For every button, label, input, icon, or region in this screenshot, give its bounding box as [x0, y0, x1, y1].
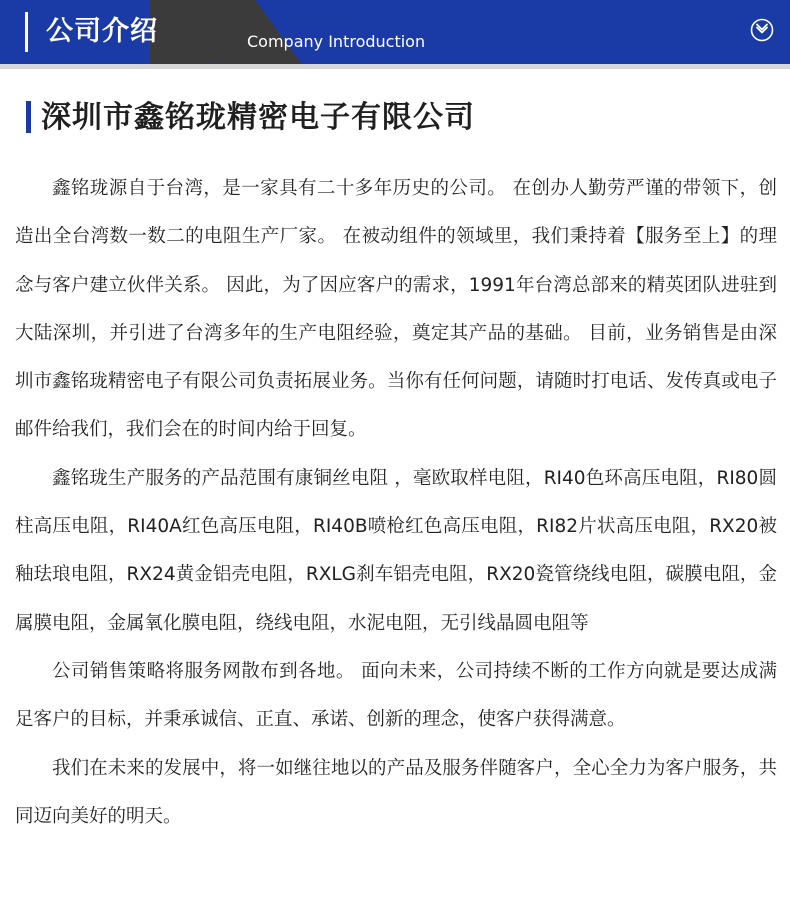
header-divider [0, 64, 790, 69]
intro-paragraph-products: 鑫铭珑生产服务的产品范围有康铜丝电阻 ，毫欧取样电阻，RI40色环高压电阻，RI80圆柱高压电阻，RI40A红色高压电阻，RI40B喷枪红色高压电阻，RI82片状高压电阻，RX20被釉珐琅电阻，RX24黄金铝壳电阻，RXLG刹车铝壳电阻，RX20瓷管绕线电阻，碳膜电阻，金属膜电阻，金属氧化膜电阻，绕线电阻，水泥电阻，无引线晶圆电阻等 [15, 467, 777, 634]
intro-paragraph-strategy: 公司销售策略将服务网散布到各地。 面向未来，公司持续不断的工作方向就是要达成满足客户的目标，并秉承诚信、正直、承诺、创新的理念，使客户获得满意。 [15, 660, 777, 731]
intro-paragraph-future: 我们在未来的发展中，将一如继往地以的产品及服务伴随客户，全心全力为客户服务，共同迈向美好的明天。 [15, 757, 777, 827]
chevron-down-circle-icon[interactable] [750, 18, 774, 42]
intro-paragraph-history: 鑫铭珑源自于台湾，是一家具有二十多年历史的公司。 在创办人勤劳严谨的带领下，创造出全台湾数一数二的电阻生产厂家。 在被动组件的领域里，我们秉持着【服务至上】的理念与客户建立伙伴关系。 因此，为了因应客户的需求，1991年台湾总部来的精英团队进驻到大陆深圳，并引进了台湾多年的生产电阻经验，奠定其产品的基础。 目前，业务销售是由深圳市鑫铭珑精密电子有限公司负责拓展业务。当你有任何问题，请随时打电话、发传真或电子邮件给我们，我们会在的时间内给于回复。 [15, 178, 777, 441]
section-subtitle: Company Introduction [247, 32, 426, 51]
intro-body [15, 165, 777, 841]
company-accent-bar [26, 101, 31, 133]
header-accent-bar [25, 12, 28, 52]
section-header [0, 0, 790, 64]
company-name: 深圳市鑫铭珑精密电子有限公司 [41, 100, 475, 135]
section-title: 公司介绍 [46, 16, 158, 47]
